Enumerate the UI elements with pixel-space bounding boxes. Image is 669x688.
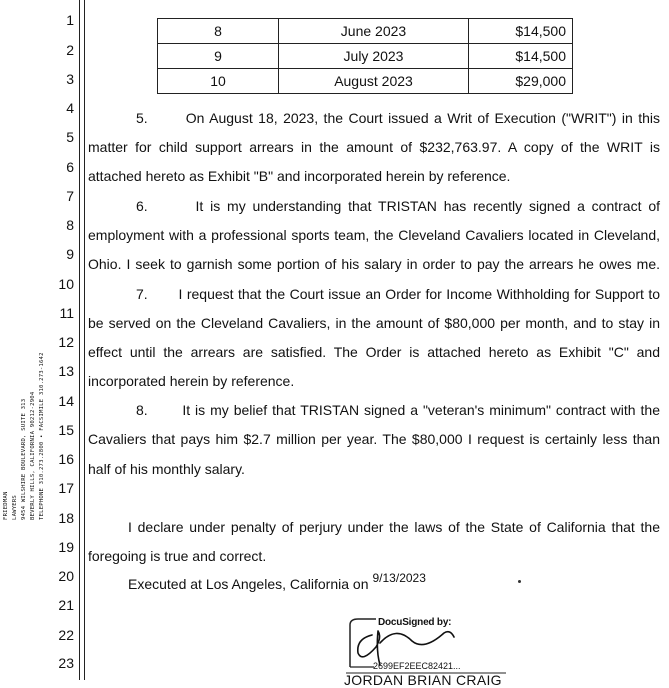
line-number: 4	[66, 100, 74, 116]
line-number: 14	[58, 393, 74, 409]
paragraph-6-line-2: employment with a professional sports team, the Cleveland Cavaliers located in Cleveland,	[88, 227, 660, 243]
line-number: 12	[58, 334, 74, 350]
paragraph-8-line-3: half of his monthly salary.	[88, 461, 245, 477]
table-cell-amount: $14,500	[469, 19, 573, 44]
declaration-line-1: I declare under penalty of perjury under the laws of the State of California that the	[128, 519, 660, 535]
paragraph-5-line-2: matter for child support arrears in the amount of $232,763.97. A copy of the WRIT is	[88, 139, 660, 155]
paragraph-7-line-4: incorporated herein by reference.	[88, 373, 295, 389]
table-cell-amount: $29,000	[469, 69, 573, 94]
paragraph-8-line-1: 8. It is my belief that TRISTAN signed a "veteran's minimum" contract with the	[136, 402, 660, 418]
line-number: 13	[58, 363, 74, 379]
line-number: 5	[66, 129, 74, 145]
line-number: 9	[66, 246, 74, 262]
execution-statement	[128, 571, 426, 595]
docusigned-label: DocuSigned by:	[378, 617, 452, 628]
table-cell-number: 10	[158, 69, 279, 94]
table-row	[158, 19, 573, 44]
handwritten-signature	[358, 631, 454, 665]
line-number: 17	[58, 480, 74, 496]
paragraph-5-line-3: attached hereto as Exhibit "B" and incorporated herein by reference.	[88, 168, 511, 184]
paragraph-7-line-2: be served on the Cleveland Cavaliers, in the amount of $80,000 per month, and to stay in	[88, 315, 660, 331]
line-number: 2	[66, 42, 74, 58]
law-firm-sidebar	[0, 270, 60, 520]
line-number: 7	[66, 188, 74, 204]
line-number: 22	[58, 627, 74, 643]
table-cell-month: June 2023	[279, 19, 469, 44]
table-cell-amount: $14,500	[469, 44, 573, 69]
line-number: 21	[58, 597, 74, 613]
line-number: 11	[59, 305, 74, 321]
firm-descriptor: LAWYERS	[12, 495, 18, 520]
line-number: 3	[66, 71, 74, 87]
table-cell-month: July 2023	[279, 44, 469, 69]
margin-rule-right	[84, 0, 85, 680]
execution-text: Executed at Los Angeles, California on	[128, 576, 369, 592]
paragraph-6-line-1: 6. It is my understanding that TRISTAN has recently signed a contract of	[136, 198, 660, 214]
paragraph-7-line-3: effect until the arrears are satisfied. The Order is attached hereto as Exhibit "C" and	[88, 344, 660, 360]
line-number: 1	[66, 12, 74, 28]
firm-city: BEVERLY HILLS, CALIFORNIA 90212-2904	[30, 391, 36, 520]
envelope-id: 2699EF2EEC82421...	[373, 661, 461, 671]
firm-name: FRIEDMAN	[3, 491, 9, 520]
execution-date: 9/13/2023	[372, 571, 426, 585]
line-number: 10	[58, 276, 74, 292]
line-number: 23	[58, 655, 74, 671]
docusign-bracket	[350, 619, 376, 667]
table-cell-number: 8	[158, 19, 279, 44]
paragraph-8-line-2: Cavaliers that pays him $2.7 million per year. The $80,000 I request is certainly less than	[88, 431, 660, 447]
paragraph-7-line-1: 7. I request that the Court issue an Order for Income Withholding for Support to	[136, 286, 660, 302]
table-cell-number: 9	[158, 44, 279, 69]
paragraph-6-line-3: Ohio. I seek to garnish some portion of his salary in order to pay the arrears he owes me.	[88, 256, 660, 272]
firm-address: 9454 WILSHIRE BOULEVARD, SUITE 313	[21, 398, 27, 520]
line-number: 19	[58, 539, 74, 555]
paragraph-5-line-1: 5. On August 18, 2023, the Court issued a Writ of Execution ("WRIT") in this	[136, 110, 660, 126]
line-number: 18	[58, 510, 74, 526]
table-row	[158, 44, 573, 69]
table-row	[158, 69, 573, 94]
line-number: 16	[58, 451, 74, 467]
line-number: 8	[66, 217, 74, 233]
signer-name: JORDAN BRIAN CRAIG	[344, 672, 502, 688]
stray-mark	[518, 580, 521, 583]
margin-rule-left	[79, 0, 80, 680]
declaration-line-2: foregoing is true and correct.	[88, 548, 267, 564]
firm-phone: TELEPHONE 310.273.2800 • FACSIMILE 310.273-1642	[39, 352, 45, 520]
table-cell-month: August 2023	[279, 69, 469, 94]
arrears-table	[157, 18, 573, 94]
line-number: 6	[66, 159, 74, 175]
line-number: 15	[58, 422, 74, 438]
line-number: 20	[58, 568, 74, 584]
